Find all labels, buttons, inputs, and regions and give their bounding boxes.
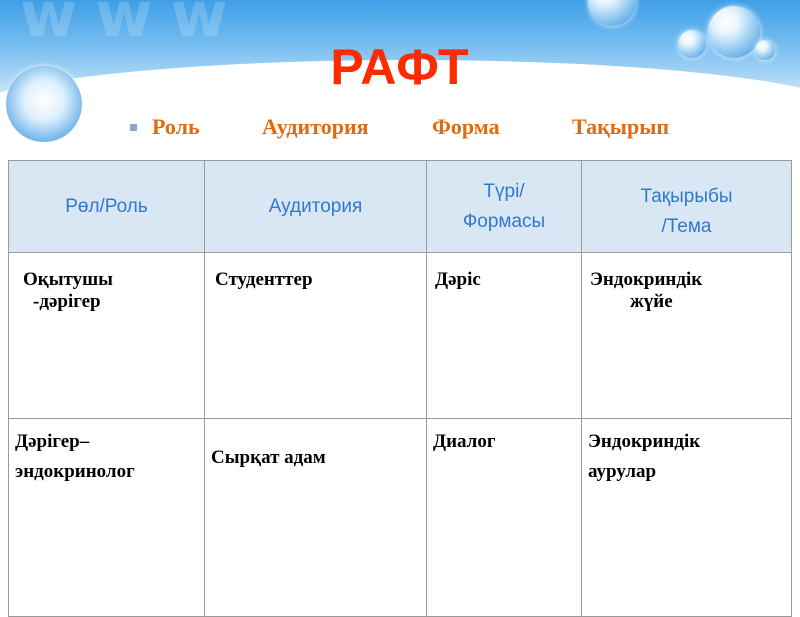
cell-role-line2: эндокринолог: [15, 461, 135, 482]
cell-audience: [205, 419, 427, 617]
bullet-word-form: Форма: [432, 114, 500, 139]
cell-topic-line1: Эндокриндік: [590, 269, 703, 290]
header-role-label: Рөл/Роль: [65, 195, 148, 217]
bullet-word-role: Роль: [152, 114, 200, 139]
cell-audience-text: Сырқат адам: [211, 447, 326, 468]
cell-form-text: Дәріс: [435, 269, 481, 290]
table-header-row: [9, 161, 792, 253]
header-audience: [205, 161, 427, 253]
cell-role-line2: -дәрігер: [33, 291, 101, 312]
cell-form: [427, 253, 582, 419]
watermark-decoration: www: [20, 0, 246, 51]
header-topic: [582, 161, 792, 253]
header-form-line1: Түрі/: [483, 180, 525, 202]
bullet-word-topic: Тақырып: [572, 114, 670, 139]
table-row: [9, 253, 792, 419]
cell-form: [427, 419, 582, 617]
cell-topic-line2: аурулар: [588, 461, 657, 482]
cell-audience: [205, 253, 427, 419]
cell-topic: [582, 253, 792, 419]
table-row: [9, 419, 792, 617]
cell-topic: [582, 419, 792, 617]
cell-role: [9, 419, 205, 617]
header-form: [427, 161, 582, 253]
cell-role: [9, 253, 205, 419]
header-audience-label: Аудитория: [268, 195, 363, 217]
header-topic-line1: Тақырыбы: [640, 185, 733, 207]
bullet-square-icon: [130, 124, 137, 131]
header-role: [9, 161, 205, 253]
cell-topic-line1: Эндокриндік: [588, 431, 701, 452]
slide-title: РАФТ: [330, 39, 470, 95]
bullet-word-audience: Аудитория: [262, 114, 369, 139]
cell-role-line1: Оқытушы: [23, 269, 114, 290]
header-topic-line2: /Тема: [661, 215, 712, 237]
cell-audience-text: Студенттер: [215, 269, 313, 290]
raft-table: [8, 160, 792, 617]
cell-role-line1: Дәрігер–: [15, 431, 90, 452]
cell-topic-line2: жүйе: [630, 291, 673, 312]
header-form-line2: Формасы: [462, 210, 546, 232]
cell-form-text: Диалог: [433, 431, 496, 452]
